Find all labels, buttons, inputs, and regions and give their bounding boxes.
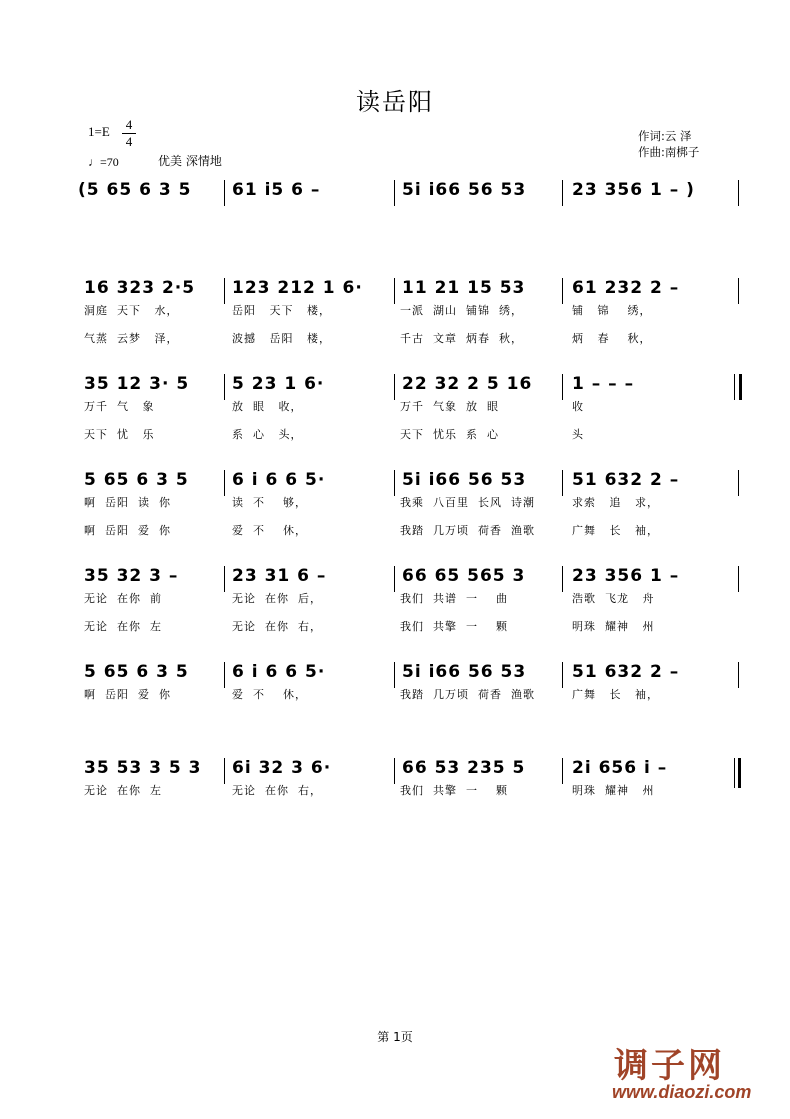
lyric-verse-1: 我们 共擎 一 颗 [400, 784, 508, 797]
lyric-verse-1: 无论 在你 左 [84, 784, 162, 797]
barline [738, 180, 739, 206]
barline [224, 566, 225, 592]
lyric-verse-2: 明珠 耀神 州 [572, 620, 655, 633]
measure-notes: 5 65 6 3 5 [84, 470, 189, 490]
lyric-verse-1: 求索 追 求， [572, 496, 659, 509]
lyric-verse-1: 万千 气 象 [84, 400, 155, 413]
measure-notes: 2i 656 i – [572, 758, 668, 778]
barline [394, 470, 395, 496]
measure-notes: 61 i5 6 – [232, 180, 321, 200]
measure-notes: 6 i 6 6 5· [232, 662, 326, 682]
barline [562, 470, 563, 496]
lyric-verse-1: 万千 气象 放 眼 [400, 400, 499, 413]
lyric-verse-1: 铺 锦 绣， [572, 304, 652, 317]
lyric-verse-1: 无论 在你 右， [232, 784, 322, 797]
expression-marking: 优美 深情地 [158, 154, 222, 168]
barline [394, 566, 395, 592]
lyric-verse-1: 一派 湖山 铺锦 绣， [400, 304, 523, 317]
measure-notes: 66 65 565 3 [402, 566, 526, 586]
barline [562, 180, 563, 206]
measure-notes: 22 32 2 5 16 [402, 374, 533, 394]
lyric-verse-2: 天下 忧 乐 [84, 428, 155, 441]
watermark-url: www.diaozi.com [612, 1082, 752, 1102]
barline [394, 374, 395, 400]
site-watermark [606, 1038, 766, 1110]
measure-notes: 35 53 3 5 3 [84, 758, 202, 778]
lyric-verse-2: 我们 共擎 一 颗 [400, 620, 508, 633]
measure-notes: 51 632 2 – [572, 662, 680, 682]
measure-notes: (5 65 6 3 5 [78, 180, 192, 200]
measure-notes: 35 32 3 – [84, 566, 179, 586]
lyric-verse-1: 浩歌 飞龙 舟 [572, 592, 655, 605]
song-title: 读岳阳 [356, 88, 434, 116]
lyric-verse-2: 无论 在你 左 [84, 620, 162, 633]
lyric-verse-1: 爱 不 休， [232, 688, 307, 701]
measure-notes: 16 323 2·5 [84, 278, 196, 298]
barline [224, 662, 225, 688]
measure-notes: 35 12 3· 5 [84, 374, 190, 394]
final-barline-thick [738, 758, 741, 788]
credits [638, 128, 699, 160]
lyric-verse-2: 爱 不 休， [232, 524, 307, 537]
lyric-verse-1: 读 不 够， [232, 496, 307, 509]
barline [224, 758, 225, 784]
measure-notes: 61 232 2 – [572, 278, 680, 298]
lyric-verse-1: 无论 在你 后， [232, 592, 322, 605]
measure-notes: 5 23 1 6· [232, 374, 325, 394]
lyric-verse-2: 炳 春 秋， [572, 332, 652, 345]
measure-notes: 123 212 1 6· [232, 278, 363, 298]
measure-notes: 23 31 6 – [232, 566, 327, 586]
lyric-verse-2: 无论 在你 右， [232, 620, 322, 633]
music-system [74, 566, 744, 636]
lyric-verse-1: 广舞 长 袖， [572, 688, 659, 701]
measure-notes: 6i 32 3 6· [232, 758, 332, 778]
lyric-verse-1: 洞庭 天下 水， [84, 304, 179, 317]
barline [562, 566, 563, 592]
lyric-verse-2: 波撼 岳阳 楼， [232, 332, 331, 345]
lyric-verse-2: 天下 忧乐 系 心 [400, 428, 499, 441]
barline [562, 758, 563, 784]
measure-notes: 66 53 235 5 [402, 758, 526, 778]
repeat-barline-thick [739, 374, 742, 400]
time-signature-top: 4 [125, 117, 133, 132]
measure-notes: 5i i66 56 53 [402, 662, 527, 682]
barline [562, 278, 563, 304]
barline [738, 278, 739, 304]
measure-notes: 5i i66 56 53 [402, 180, 527, 200]
lyric-verse-2: 系 心 头， [232, 428, 303, 441]
barline [394, 180, 395, 206]
barline [562, 374, 563, 400]
music-system [74, 180, 744, 210]
measure-notes: 6 i 6 6 5· [232, 470, 326, 490]
time-signature-bottom: 4 [122, 133, 136, 150]
lyric-verse-1: 无论 在你 前 [84, 592, 162, 605]
barline [224, 470, 225, 496]
measure-notes: 23 356 1 – [572, 566, 680, 586]
lyric-verse-2: 气蒸 云梦 泽， [84, 332, 179, 345]
barline [394, 758, 395, 784]
page-number: 第 1页 [377, 1030, 413, 1044]
music-system [74, 470, 744, 540]
lyric-verse-2: 啊 岳阳 爱 你 [84, 524, 171, 537]
lyric-verse-2: 广舞 长 袖， [572, 524, 659, 537]
measure-notes: 5i i66 56 53 [402, 470, 527, 490]
tempo-marking: ♩=70 [88, 155, 119, 169]
repeat-barline [738, 566, 739, 592]
measure-notes: 11 21 15 53 [402, 278, 526, 298]
measure-notes: 5 65 6 3 5 [84, 662, 189, 682]
barline [224, 278, 225, 304]
measure-notes: 1 – – – [572, 374, 635, 394]
barline [738, 662, 739, 688]
barline [224, 374, 225, 400]
watermark-title: 调子网 [614, 1046, 725, 1086]
lyric-verse-1: 放 眼 收， [232, 400, 303, 413]
lyric-verse-2: 头 [572, 428, 584, 441]
measure-notes: 23 356 1 – ) [572, 180, 695, 200]
barline [562, 662, 563, 688]
music-system [74, 278, 744, 348]
lyric-verse-1: 我乘 八百里 长风 诗潮 [400, 496, 535, 509]
barline [394, 662, 395, 688]
key-signature: 1=E [88, 124, 110, 139]
music-system [74, 758, 744, 804]
lyric-verse-1: 明珠 耀神 州 [572, 784, 655, 797]
time-signature [122, 117, 136, 150]
music-system [74, 374, 744, 444]
barline [394, 278, 395, 304]
lyric-verse-1: 岳阳 天下 楼， [232, 304, 331, 317]
music-system [74, 662, 744, 708]
lyricist: 作词:云 泽 [638, 129, 692, 143]
lyric-verse-1: 啊 岳阳 读 你 [84, 496, 171, 509]
barline [738, 470, 739, 496]
lyric-verse-1: 收 [572, 400, 584, 413]
lyric-verse-1: 啊 岳阳 爱 你 [84, 688, 171, 701]
barline [224, 180, 225, 206]
lyric-verse-2: 千古 文章 炳春 秋， [400, 332, 523, 345]
repeat-barline [734, 374, 735, 400]
measure-notes: 51 632 2 – [572, 470, 680, 490]
lyric-verse-2: 我踏 几万顷 荷香 渔歌 [400, 524, 535, 537]
lyric-verse-1: 我踏 几万顷 荷香 渔歌 [400, 688, 535, 701]
final-barline [734, 758, 735, 788]
lyric-verse-1: 我们 共谱 一 曲 [400, 592, 508, 605]
composer: 作曲:南梆子 [638, 145, 700, 159]
